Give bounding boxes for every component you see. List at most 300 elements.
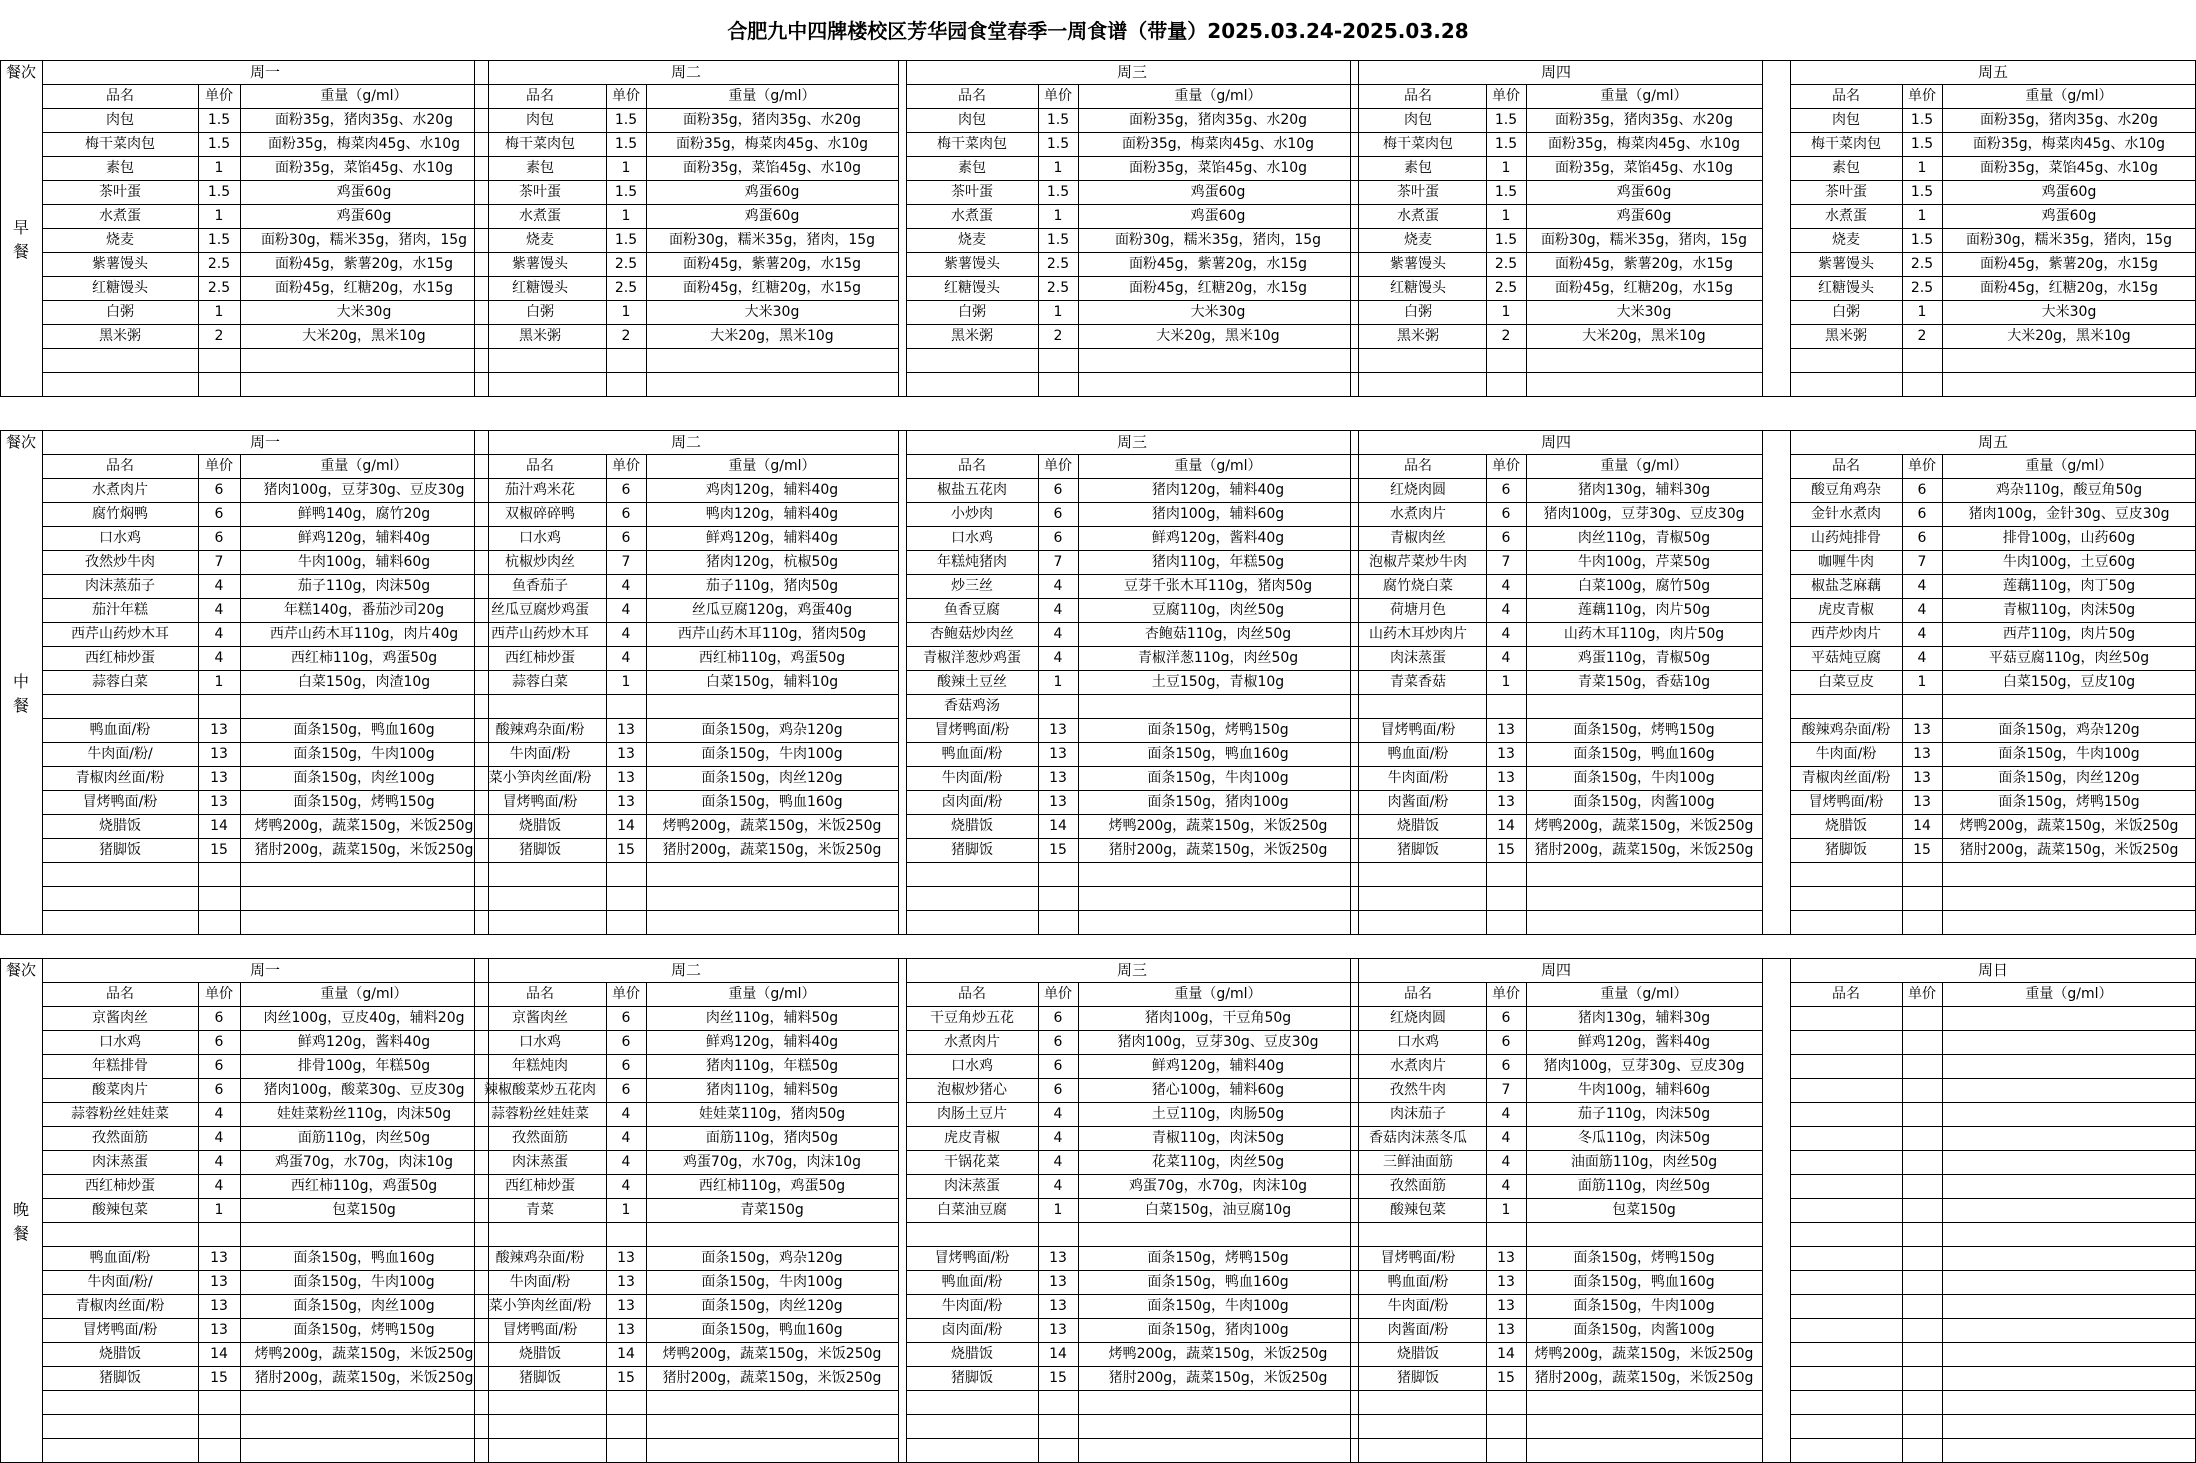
dish-name: 烧腊饭 [99,1346,141,1362]
dish-weight: 大米30g [2041,304,2097,320]
dish-weight: 面条150g，肉酱100g [1573,1322,1715,1338]
dish-name: 烧麦 [1832,232,1860,248]
dish-price: 1.5 [1910,112,1934,128]
dish-weight: 猪肉110g，年糕50g [1151,554,1285,570]
dish-weight: 面条150g，鸭血160g [701,1322,843,1338]
row-line [1350,790,1762,791]
dish-price: 6 [621,1058,631,1074]
dish-name: 香菇肉沫蒸冬瓜 [1369,1130,1467,1146]
dish-name: 肉酱面/粉 [1387,794,1449,810]
row-line [1350,718,1762,719]
dish-price: 13 [210,770,228,786]
row-line [1350,526,1762,527]
row-line [42,478,488,479]
dish-weight: 面筋110g，猪肉50g [705,1130,839,1146]
dish-price: 13 [617,794,635,810]
dish-price: 1.5 [1046,112,1070,128]
row-line [906,886,1358,887]
dish-weight: 面粉35g，猪肉35g、水20g [274,112,454,128]
dish-price: 4 [214,626,224,642]
dish-weight: 面条150g，鸡杂120g [1998,722,2140,738]
row-line [474,1390,898,1391]
dish-name: 肉包 [1404,112,1432,128]
dish-name: 红糖馒头 [944,280,1000,296]
dish-name: 炒三丝 [951,578,993,594]
dish-price: 1.5 [1910,232,1934,248]
dish-price: 1 [1053,1202,1063,1218]
row-line [42,550,488,551]
dish-weight: 面粉35g，猪肉35g、水20g [1128,112,1308,128]
dish-name [42,694,198,718]
dish-name: 椒盐五花肉 [937,482,1007,498]
dish-weight [1078,694,1358,718]
dish-weight: 面粉45g，紫薯20g，水15g [274,256,454,272]
row-line [906,372,1358,373]
day-header: 周一 [249,433,280,451]
dish-weight: 面条150g，牛肉100g [1147,770,1289,786]
dish-name: 肉包 [526,112,554,128]
row-line [1350,1054,1762,1055]
day-header: 周日 [1977,961,2008,979]
dish-price: 13 [1913,746,1931,762]
dish-weight: 白菜150g，肉渣10g [297,674,431,690]
row-line [906,814,1358,815]
dish-weight: 面条150g，牛肉100g [293,1274,435,1290]
dish-name: 冒烤鸭面/粉 [1380,1250,1456,1266]
row-line [474,156,898,157]
dish-price: 6 [1053,1034,1063,1050]
row-line [1790,454,2196,455]
dish-weight: 白菜150g，辅料10g [705,674,839,690]
dish-name: 水煮蛋 [1397,208,1439,224]
row-line [474,886,898,887]
dish-price: 1 [1501,208,1511,224]
dish-name: 素包 [526,160,554,176]
row-line [474,1006,898,1007]
dish-weight: 面条150g，肉丝120g [701,1298,843,1314]
dish-name [1350,1222,1486,1246]
row-line [1790,1030,2196,1031]
dish-name: 鸭血面/粉 [1387,1274,1449,1290]
dish-price: 13 [1049,746,1067,762]
dish-name: 虎皮青椒 [1818,602,1874,618]
dish-price: 6 [1501,506,1511,522]
dish-name: 肉肠土豆片 [937,1106,1007,1122]
dish-name: 双椒碎碎鸭 [505,506,575,522]
dish-name: 辣椒酸菜炒五花肉 [484,1082,596,1098]
dish-name: 猪脚饭 [519,842,561,858]
row-line [474,108,898,109]
row-line [474,1222,898,1223]
section-left-border [0,958,1,1462]
row-line [1350,766,1762,767]
dish-price: 7 [1053,554,1063,570]
block-left-border [906,958,907,1462]
dish-price: 4 [621,1130,631,1146]
column-header-weight: 重量（g/ml） [728,458,816,474]
column-header-price: 单价 [1492,458,1520,474]
dish-price: 13 [617,1298,635,1314]
dish-name: 烧麦 [958,232,986,248]
dish-name: 牛肉面/粉/ [87,1274,153,1290]
row-line [474,550,898,551]
dish-name: 荷塘月色 [1390,602,1446,618]
row-line [906,1198,1358,1199]
dish-name: 素包 [106,160,134,176]
row-line [1350,1006,1762,1007]
dish-weight: 面条150g，牛肉100g [293,746,435,762]
dish-name: 酸辣包菜 [1390,1202,1446,1218]
dish-price [1038,694,1078,718]
column-header-weight: 重量（g/ml） [2025,88,2113,104]
row-line [474,670,898,671]
column-header-weight: 重量（g/ml） [728,88,816,104]
dish-price: 6 [621,1082,631,1098]
dish-name: 香菇鸡汤 [944,698,1000,714]
dish-name: 猪脚饭 [951,1370,993,1386]
dish-name: 肉包 [958,112,986,128]
row-line [1350,670,1762,671]
row-line [1790,180,2196,181]
dish-name: 牛肉面/粉 [1815,746,1877,762]
dish-name: 青椒肉丝面/粉 [1801,770,1891,786]
row-line [906,108,1358,109]
dish-name: 水煮蛋 [951,208,993,224]
dish-name: 西芹山药炒木耳 [71,626,169,642]
row-line [906,1270,1358,1271]
row-line [42,1054,488,1055]
column-header-price: 单价 [1492,88,1520,104]
row-line [906,324,1358,325]
block-right-border [898,60,899,396]
dish-weight: 面粉45g，红糖20g，水15g [1979,280,2159,296]
dish-price: 15 [210,1370,228,1386]
dish-price: 4 [214,1154,224,1170]
dish-name: 口水鸡 [951,1058,993,1074]
row-line [42,228,488,229]
dish-price: 2.5 [1910,280,1934,296]
dish-name: 酸豆角鸡杂 [1811,482,1881,498]
row-line [1790,108,2196,109]
column-header-name: 品名 [1404,986,1432,1002]
column-header-weight: 重量（g/ml） [1174,88,1262,104]
dish-weight: 大米20g，黑米10g [1156,328,1280,344]
row-line [906,670,1358,671]
day-header: 周二 [670,433,701,451]
row-line [1790,1006,2196,1007]
dish-name: 猪脚饭 [951,842,993,858]
dish-weight [646,694,898,718]
row-line [474,790,898,791]
row-line [1790,1270,2196,1271]
dish-name: 牛肉面/粉 [1387,770,1449,786]
dish-name: 黑米粥 [1825,328,1867,344]
dish-name: 牛肉面/粉 [941,1298,1003,1314]
dish-price: 1.5 [1494,136,1518,152]
dish-price [606,694,646,718]
dish-name: 水煮肉片 [92,482,148,498]
dish-weight: 白菜150g，豆皮10g [2002,674,2136,690]
row-line [42,526,488,527]
row-line [474,300,898,301]
dish-weight: 油面筋110g，肉丝50g [1570,1154,1718,1170]
row-line [906,84,1358,85]
dish-name: 素包 [1404,160,1432,176]
dish-price: 13 [1049,1250,1067,1266]
row-line [1350,300,1762,301]
dish-name: 水煮蛋 [519,208,561,224]
dish-price: 15 [210,842,228,858]
row-line [906,348,1358,349]
row-line [1790,1222,2196,1223]
dish-price: 1.5 [1046,136,1070,152]
row-line [906,1366,1358,1367]
column-header-weight: 重量（g/ml） [2025,986,2113,1002]
dish-name: 水煮蛋 [99,208,141,224]
dish-name: 梅干菜肉包 [937,136,1007,152]
day-header: 周一 [249,63,280,81]
dish-weight: 猪肘200g，蔬菜150g，米饭250g [662,1370,882,1386]
row-line [42,300,488,301]
column-header-price: 单价 [1044,986,1072,1002]
dish-name: 猪脚饭 [1397,842,1439,858]
dish-name: 孜然面筋 [92,1130,148,1146]
dish-weight [240,694,488,718]
dish-weight: 猪肘200g，蔬菜150g，米饭250g [662,842,882,858]
dish-weight: 鲜鸡120g，酱料40g [297,1034,431,1050]
dish-weight: 面条150g，肉丝100g [293,1298,435,1314]
dish-name: 酸菜肉片 [92,1082,148,1098]
dish-price: 4 [621,626,631,642]
dish-weight: 鸡蛋60g [744,184,800,200]
name-price-divider [1038,84,1039,396]
block-left-border [1790,430,1791,934]
row-line [906,1222,1358,1223]
dish-price: 1 [621,304,631,320]
dish-weight [1078,1222,1358,1246]
dish-name: 肉沫茄子 [1390,1106,1446,1122]
dish-price: 1.5 [1046,184,1070,200]
row-line [1350,502,1762,503]
dish-price [198,694,240,718]
dish-name: 猪脚饭 [1397,1370,1439,1386]
dish-weight: 鸡杂110g，酸豆角50g [1995,482,2143,498]
row-line [42,982,488,983]
dish-weight: 大米30g [1616,304,1672,320]
row-line [474,228,898,229]
column-header-name: 品名 [106,88,134,104]
row-line [906,550,1358,551]
dish-price: 6 [621,1034,631,1050]
block-left-border [42,958,43,1462]
dish-name: 烧腊饭 [519,1346,561,1362]
row-line [1790,1174,2196,1175]
row-line [1350,1126,1762,1127]
dish-name: 紫薯馒头 [1390,256,1446,272]
row-line [474,1318,898,1319]
row-line [474,574,898,575]
dish-weight: 面条150g，肉丝120g [1998,770,2140,786]
row-line [1350,574,1762,575]
block-right-border [1762,430,1763,934]
row-line [906,1342,1358,1343]
dish-price: 6 [1917,506,1927,522]
column-header-weight: 重量（g/ml） [1600,986,1688,1002]
day-header: 周二 [670,63,701,81]
dish-name: 菜小笋肉丝面/粉 [488,770,592,786]
dish-price: 4 [1053,1178,1063,1194]
meal-label: 早餐 [12,218,29,261]
dish-weight: 肉丝110g，青椒50g [1577,530,1711,546]
row-line [1350,838,1762,839]
dish-name: 山药炖排骨 [1811,530,1881,546]
dish-price: 13 [1049,770,1067,786]
row-line [474,324,898,325]
dish-name: 杏鲍菇炒肉丝 [930,626,1014,642]
dish-name: 素包 [958,160,986,176]
dish-price: 2.5 [1046,280,1070,296]
dish-price: 13 [1497,746,1515,762]
dish-name: 青椒肉丝 [1390,530,1446,546]
dish-name: 肉沫蒸蛋 [1390,650,1446,666]
row-line [1790,1438,2196,1439]
dish-price: 4 [1917,602,1927,618]
dish-weight: 面粉35g，梅菜肉45g、水10g [1547,136,1741,152]
dish-weight: 面粉45g，紫薯20g，水15g [1554,256,1734,272]
dish-weight: 烤鸭200g，蔬菜150g，米饭250g [662,1346,882,1362]
row-line [906,180,1358,181]
dish-name: 鸭血面/粉 [89,722,151,738]
row-line [1350,84,1762,85]
row-line [1350,1150,1762,1151]
dish-price: 14 [1497,1346,1515,1362]
dish-name: 菜小笋肉丝面/粉 [488,1298,592,1314]
dish-price: 13 [617,746,635,762]
dish-weight: 面条150g，鸭血160g [293,1250,435,1266]
row-line [474,1054,898,1055]
row-line [1350,886,1762,887]
dish-name: 西芹炒肉片 [1811,626,1881,642]
dish-weight: 鸡肉120g，辅料40g [705,482,839,498]
dish-name: 鱼香茄子 [512,578,568,594]
dish-price: 1.5 [1910,136,1934,152]
row-line [1790,838,2196,839]
row-line [1350,1414,1762,1415]
dish-name: 孜然炒牛肉 [85,554,155,570]
dish-weight: 面条150g，牛肉100g [701,1274,843,1290]
dish-name: 白粥 [526,304,554,320]
row-line [42,1078,488,1079]
row-line [474,814,898,815]
row-line [474,502,898,503]
row-line [474,1102,898,1103]
dish-price: 4 [621,650,631,666]
row-line [1790,252,2196,253]
dish-price: 13 [617,1322,635,1338]
dish-name: 口水鸡 [99,530,141,546]
dish-weight: 土豆110g，肉肠50g [1151,1106,1285,1122]
dish-name: 西红柿炒蛋 [505,1178,575,1194]
row-line [906,1174,1358,1175]
dish-price: 4 [1917,578,1927,594]
dish-name: 黑米粥 [951,328,993,344]
dish-price: 4 [1501,1106,1511,1122]
dish-weight: 鸡蛋70g，水70g，肉沫10g [1128,1178,1308,1194]
dish-price: 1 [1917,674,1927,690]
dish-weight: 鸡蛋60g [336,208,392,224]
dish-name: 红糖馒头 [92,280,148,296]
row-line [1350,180,1762,181]
row-line [1790,694,2196,695]
dish-weight: 猪肉120g，辅料40g [1151,482,1285,498]
row-line [1350,228,1762,229]
dish-price: 2 [1501,328,1511,344]
dish-price: 2.5 [614,280,638,296]
row-line [474,742,898,743]
row-line [1350,1366,1762,1367]
dish-price: 13 [1049,1274,1067,1290]
column-header-weight: 重量（g/ml） [1600,458,1688,474]
row-line [474,1150,898,1151]
row-line [906,252,1358,253]
dish-price: 14 [210,1346,228,1362]
dish-price: 13 [617,1274,635,1290]
dish-name [474,694,606,718]
dish-price: 13 [1049,1322,1067,1338]
row-line [42,276,488,277]
dish-price: 6 [214,1010,224,1026]
dish-name: 白菜油豆腐 [937,1202,1007,1218]
dish-name: 紫薯馒头 [512,256,568,272]
row-line [1790,1126,2196,1127]
dish-weight: 大米20g，黑米10g [302,328,426,344]
dish-price: 6 [214,530,224,546]
dish-weight: 莲藕110g，肉片50g [1577,602,1711,618]
dish-price [1486,694,1526,718]
dish-name: 口水鸡 [519,530,561,546]
dish-price: 2 [1917,328,1927,344]
row-line [42,742,488,743]
dish-price: 4 [214,1106,224,1122]
dish-name: 金针水煮肉 [1811,506,1881,522]
dish-weight: 猪肘200g，蔬菜150g，米饭250g [1534,842,1754,858]
dish-price: 1 [214,1202,224,1218]
name-price-divider [1902,84,1903,396]
dish-name: 茄汁鸡米花 [505,482,575,498]
dish-weight: 面条150g，鸡杂120g [701,722,843,738]
day-header: 周五 [1977,63,2008,81]
dish-price: 13 [1497,1298,1515,1314]
dish-name: 冒烤鸭面/粉 [82,794,158,810]
column-header-price: 单价 [612,88,640,104]
dish-weight: 排骨100g，山药60g [2002,530,2136,546]
dish-weight: 大米20g，黑米10g [1582,328,1706,344]
dish-name: 茄汁年糕 [92,602,148,618]
row-line [1350,156,1762,157]
dish-name: 肉包 [106,112,134,128]
dish-weight: 花菜110g，肉丝50g [1151,1154,1285,1170]
column-header-name: 品名 [958,458,986,474]
row-line [1350,204,1762,205]
dish-name: 京酱肉丝 [92,1010,148,1026]
row-line [474,1270,898,1271]
row-line [906,646,1358,647]
row-line [474,1414,898,1415]
dish-price: 1 [214,208,224,224]
dish-price: 13 [1497,1322,1515,1338]
dish-name [474,1222,606,1246]
dish-weight: 西红柿110g，鸡蛋50g [290,1178,438,1194]
